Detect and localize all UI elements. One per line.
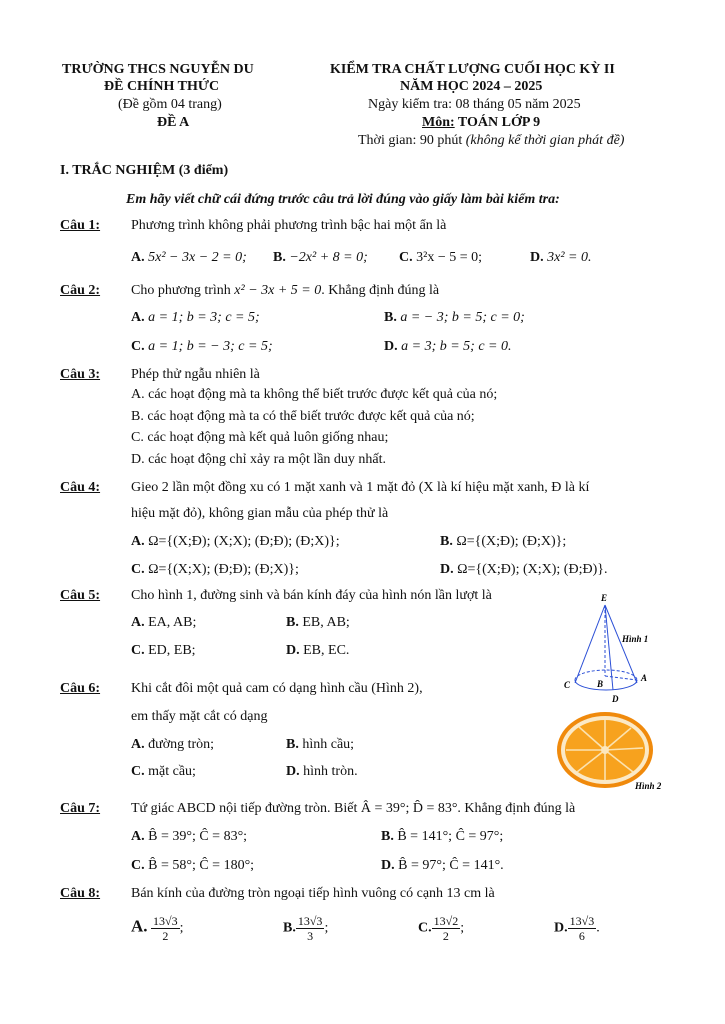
orange-core — [601, 746, 609, 754]
q2-label: Câu 2: — [60, 283, 101, 298]
q1-text: Phương trình không phải phương trình bậc hai một ẩn là — [131, 218, 447, 233]
q2-option-d: D. a = 3; b = 5; c = 0. — [384, 339, 512, 354]
point-label-c: C — [564, 680, 571, 690]
q4-text-line2: hiệu mặt đỏ), không gian mẫu của phép thử là — [131, 506, 389, 521]
q6-option-d: D. hình tròn. — [286, 764, 358, 779]
q2-option-a: A. a = 1; b = 3; c = 5; — [131, 310, 260, 325]
q3-label: Câu 3: — [60, 367, 101, 382]
q4-option-c: C. Ω={(X;X); (Đ;Đ); (Đ;X)}; — [131, 562, 299, 577]
cone-edge-ec — [575, 605, 605, 683]
q5-text: Cho hình 1, đường sinh và bán kính đáy của hình nón lần lượt là — [131, 588, 492, 603]
section-title: I. TRẮC NGHIỆM (3 điểm) — [60, 163, 229, 178]
exam-title: KIỂM TRA CHẤT LƯỢNG CUỐI HỌC KỲ II — [330, 62, 615, 77]
q8-option-a: A. $\frac{13√3}{2}$ ; — [131, 914, 184, 943]
q4-option-d: D. Ω={(X;Đ); (X;X); (Đ;Đ)}. — [440, 562, 608, 577]
q6-option-b: B. hình cầu; — [286, 737, 355, 752]
subject-line: Môn: TOÁN LỚP 9 — [422, 115, 541, 130]
q1-label: Câu 1: — [60, 218, 101, 233]
q1-option-c: C. 3²x − 5 = 0; — [399, 250, 483, 265]
cone-figure — [555, 590, 665, 710]
vertex-label-e: E — [601, 593, 608, 603]
q1-option-d: D. 3x² = 0. — [530, 250, 592, 265]
exam-code: ĐỀ A — [157, 115, 190, 130]
q8-option-c: C. $\frac{13√2}{2}$ ; — [418, 914, 465, 943]
q8-text: Bán kính của đường tròn ngoại tiếp hình vuông có cạnh 13 cm là — [131, 886, 495, 901]
school-year: NĂM HỌC 2024 – 2025 — [400, 79, 543, 94]
q3-option-a: A. các hoạt động mà ta không thể biết trước được kết quả của nó; — [131, 387, 498, 402]
q4-option-a: A. Ω={(X;Đ); (X;X); (Đ;Đ); (Đ;X)}; — [131, 534, 340, 549]
q6-option-a: A. đường tròn; — [131, 737, 215, 752]
q1-option-b: B. −2x² + 8 = 0; — [273, 250, 368, 265]
q5-label: Câu 5: — [60, 588, 101, 603]
official-label: ĐỀ CHÍNH THỨC — [104, 79, 220, 94]
q7-option-d: D. B̂ = 97°; Ĉ = 141°. — [381, 858, 504, 873]
q2-option-b: B. a = − 3; b = 5; c = 0; — [384, 310, 525, 325]
q3-option-c: C. các hoạt động mà kết quả luôn giống nhau; — [131, 430, 389, 445]
q8-option-d: D. $\frac{13√3}{6}$ . — [554, 914, 600, 943]
q6-text-line2: em thấy mặt cắt có dạng — [131, 709, 268, 724]
q3-text: Phép thử ngẫu nhiên là — [131, 367, 260, 382]
q5-option-c: C. ED, EB; — [131, 643, 196, 658]
orange-figure — [553, 708, 665, 794]
q8-option-b: B. $\frac{13√3}{3}$ ; — [283, 914, 329, 943]
time-line: Thời gian: 90 phút (không kể thời gian phát đề) — [358, 133, 625, 148]
q6-label: Câu 6: — [60, 681, 101, 696]
cone-edge-ea — [605, 605, 637, 683]
page-count: (Đề gồm 04 trang) — [118, 97, 222, 112]
q4-text-line1: Gieo 2 lần một đồng xu có 1 mặt xanh và 1 mặt đỏ (X là kí hiệu mặt xanh, Đ là kí — [131, 480, 590, 495]
point-label-a: A — [641, 673, 648, 683]
q1-option-a: A. 5x² − 3x − 2 = 0; — [131, 250, 247, 265]
q7-text: Tứ giác ABCD nội tiếp đường tròn. Biết Â = 39°; D̂ = 83°. Khẳng định đúng là — [131, 801, 576, 816]
q5-option-a: A. EA, AB; — [131, 615, 197, 630]
q2-text: Cho phương trình x² − 3x + 5 = 0. Khẳng định đúng là — [131, 283, 440, 298]
figure2-caption: Hình 2 — [635, 781, 662, 791]
cone-base-front — [575, 680, 637, 690]
q7-label: Câu 7: — [60, 801, 101, 816]
q3-option-b: B. các hoạt động mà ta có thể biết trước được kết quả của nó; — [131, 409, 475, 424]
school-name: TRƯỜNG THCS NGUYỄN DU — [62, 62, 254, 77]
point-label-b: B — [597, 679, 604, 689]
q7-option-b: B. B̂ = 141°; Ĉ = 97°; — [381, 829, 504, 844]
point-label-d: D — [612, 694, 619, 704]
section-instruction: Em hãy viết chữ cái đứng trước câu trả lời đúng vào giấy làm bài kiểm tra: — [126, 192, 560, 207]
figure1-caption: Hình 1 — [622, 634, 649, 644]
q8-label: Câu 8: — [60, 886, 101, 901]
q3-option-d: D. các hoạt động chỉ xảy ra một lần duy nhất. — [131, 452, 387, 467]
q6-option-c: C. mặt cầu; — [131, 764, 196, 779]
q6-text-line1: Khi cắt đôi một quả cam có dạng hình cầu (Hình 2), — [131, 681, 423, 696]
q7-option-c: C. B̂ = 58°; Ĉ = 180°; — [131, 858, 255, 873]
q4-option-b: B. Ω={(X;Đ); (Đ;X)}; — [440, 534, 567, 549]
exam-date: Ngày kiểm tra: 08 tháng 05 năm 2025 — [368, 97, 581, 112]
q7-option-a: A. B̂ = 39°; Ĉ = 83°; — [131, 829, 248, 844]
q5-option-b: B. EB, AB; — [286, 615, 350, 630]
cone-radius — [605, 676, 637, 680]
q5-option-d: D. EB, EC. — [286, 643, 350, 658]
q2-option-c: C. a = 1; b = − 3; c = 5; — [131, 339, 273, 354]
q4-label: Câu 4: — [60, 480, 101, 495]
